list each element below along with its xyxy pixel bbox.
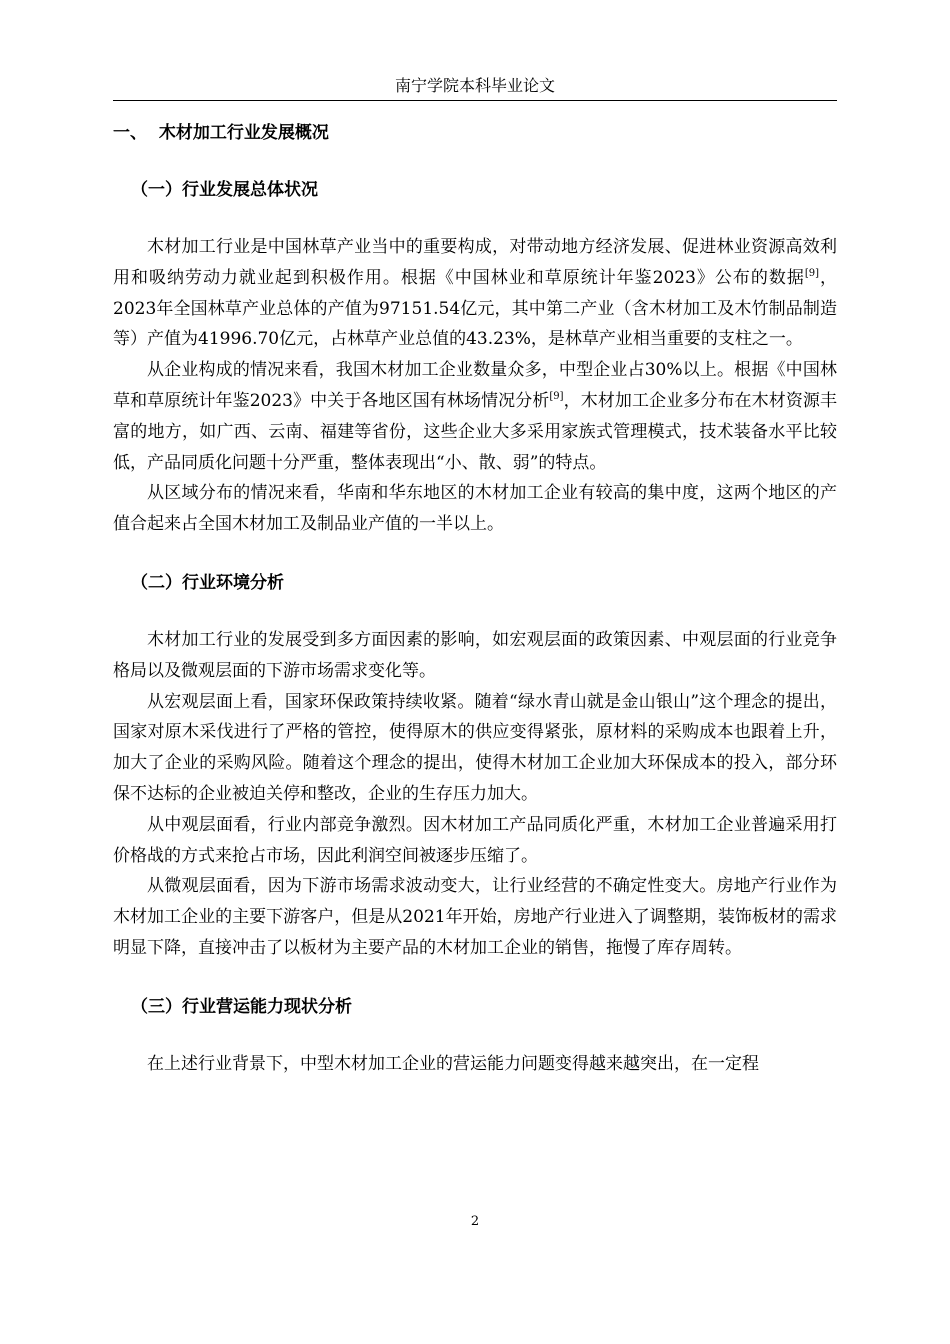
paragraph: 从中观层面看，行业内部竞争激烈。因木材加工产品同质化严重，木材加工企业普遍采用打价格战的方式来抢占市场，因此利润空间被逐步压缩了。 <box>113 814 837 866</box>
citation: [9] <box>549 390 564 402</box>
paragraph: 从区域分布的情况来看，华南和华东地区的木材加工企业有较高的集中度，这两个地区的产值合起来占全国木材加工及制品业产值的一半以上。 <box>113 483 837 535</box>
paragraph <box>113 355 837 478</box>
paragraph-text: 木材加工行业是中国林草产业当中的重要构成，对带动地方经济发展、促进林业资源高效利用和吸纳劳动力就业起到积极作用。根据《中国林业和草原统计年鉴2023》公布的数据 <box>113 237 837 288</box>
paragraph <box>113 232 837 355</box>
paragraph-text: 从企业构成的情况来看，我国木材加工企业数量众多，中型企业占30%以上。根据《中国林草和草原统计年鉴2023》中关于各地区国有林场情况分析 <box>113 360 837 411</box>
header-rule <box>113 100 837 101</box>
paragraph: 在上述行业背景下，中型木材加工企业的营运能力问题变得越来越突出，在一定程 <box>147 1053 759 1074</box>
running-header: 南宁学院本科毕业论文 <box>394 76 555 95</box>
subsection-heading-3: （三）行业营运能力现状分析 <box>131 996 352 1017</box>
subsection-heading-1: （一）行业发展总体状况 <box>131 180 318 200</box>
paragraph-text: ，2023年全国林草产业总体的产值为97151.54亿元，其中第二产业（含木材加工及木竹制品制造等）产值为41996.70亿元，占林草产业总值的43.23%，是林草产业相当重要的支柱之一。 <box>113 267 838 350</box>
section-heading: 一、 木材加工行业发展概况 <box>113 123 329 143</box>
page-body <box>113 118 837 1080</box>
paragraph: 从宏观层面上看，国家环保政策持续收紧。随着“绿水青山就是金山银山”这个理念的提出，国家对原木采伐进行了严格的管控，使得原木的供应变得紧张，原材料的采购成本也跟着上升，加大了企业的采购风险。随着这个理念的提出，使得木材加工企业加大环保成本的投入，部分环保不达标的企业被迫关停和整改，企业的生存压力加大。 <box>113 691 837 804</box>
page-number: 2 <box>470 1214 480 1229</box>
paragraph: 木材加工行业的发展受到多方面因素的影响，如宏观层面的政策因素、中观层面的行业竞争格局以及微观层面的下游市场需求变化等。 <box>113 629 837 681</box>
subsection-heading-2: （二）行业环境分析 <box>131 572 284 593</box>
paragraph-text: ，木材加工企业多分布在木材资源丰富的地方，如广西、云南、福建等省份，这些企业大多采用家族式管理模式，技术装备水平比较低，产品同质化问题十分严重，整体表现出“小、散、弱”的特点。 <box>113 390 838 473</box>
paragraph: 从微观层面看，因为下游市场需求波动变大，让行业经营的不确定性变大。房地产行业作为木材加工企业的主要下游客户，但是从2021年开始，房地产行业进入了调整期，装饰板材的需求明显下降，直接冲击了以板材为主要产品的木材加工企业的销售，拖慢了库存周转。 <box>113 876 837 958</box>
citation: [9] <box>804 267 820 279</box>
